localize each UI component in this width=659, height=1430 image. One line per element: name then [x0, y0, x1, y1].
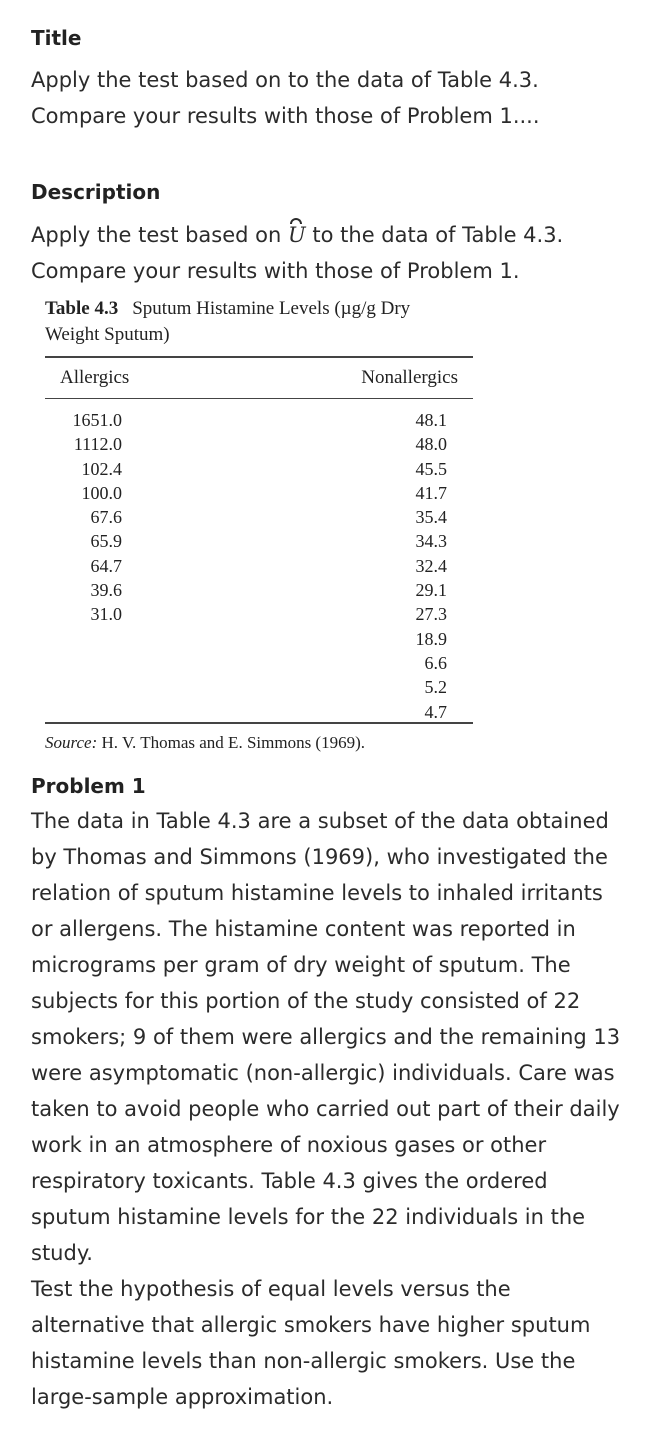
- problem-line: Test the hypothesis of equal levels versus the: [31, 1277, 511, 1301]
- description-line: [31, 217, 641, 253]
- table-cell: 18.9: [415, 628, 447, 649]
- table-top-rule: [45, 356, 473, 358]
- problem-line: smokers; 9 of them were allergics and the remaining 13: [31, 1025, 621, 1049]
- problem-line: large-sample approximation.: [31, 1385, 334, 1409]
- description-text-before: Apply the test based on: [31, 223, 289, 247]
- problem-line: The data in Table 4.3 are a subset of the data obtained: [31, 809, 609, 833]
- table-cell: 4.7: [424, 701, 447, 722]
- description-text: [31, 217, 641, 289]
- problem-text: [31, 803, 641, 1415]
- description-label: Description: [31, 180, 161, 204]
- problem-line: alternative that allergic smokers have higher sputum: [31, 1313, 591, 1337]
- problem-line: histamine levels than non-allergic smokers. Use the: [31, 1349, 576, 1373]
- table-cell: 31.0: [90, 604, 122, 625]
- problem-line: micrograms per gram of dry weight of sputum. The: [31, 953, 571, 977]
- problem-line: taken to avoid people who carried out part of their daily: [31, 1097, 620, 1121]
- source-text: H. V. Thomas and E. Simmons (1969).: [97, 733, 366, 752]
- description-line: Compare your results with those of Problem 1.: [31, 259, 520, 283]
- description-text-after: to the data of Table 4.3.: [305, 223, 564, 247]
- table-cell: 65.9: [90, 531, 122, 552]
- table-number: Table 4.3: [45, 298, 119, 319]
- problem-line: sputum histamine levels for the 22 individuals in the: [31, 1205, 586, 1229]
- table-cell: 32.4: [415, 555, 447, 576]
- table-4-3: [45, 296, 473, 752]
- table-cell: 39.6: [90, 580, 122, 601]
- problem-line: or allergens. The histamine content was reported in: [31, 917, 576, 941]
- table-cell: 102.4: [81, 458, 122, 479]
- title-line: Apply the test based on to the data of Table 4.3.: [31, 68, 539, 92]
- table-cell: 41.7: [415, 482, 447, 503]
- title-text: [31, 62, 641, 134]
- table-cell: 34.3: [415, 531, 447, 552]
- table-caption: [45, 296, 473, 348]
- problem-line: were asymptomatic (non-allergic) individuals. Care was: [31, 1061, 615, 1085]
- table-cell: 6.6: [424, 652, 447, 673]
- table-cell: 35.4: [415, 507, 447, 528]
- table-caption-line1: Sputum Histamine Levels (µg/g Dry: [132, 298, 411, 319]
- problem-line: respiratory toxicants. Table 4.3 gives the ordered: [31, 1169, 548, 1193]
- problem-line: relation of sputum histamine levels to inhaled irritants: [31, 881, 603, 905]
- table-cell: 67.6: [90, 507, 122, 528]
- allergics-column: [60, 408, 122, 627]
- table-cell: 100.0: [81, 482, 122, 503]
- table-cell: 45.5: [415, 458, 447, 479]
- table-cell: 1112.0: [73, 434, 122, 455]
- table-cell: 27.3: [415, 604, 447, 625]
- column-header-allergics: Allergics: [60, 367, 130, 388]
- table-cell: 29.1: [415, 580, 447, 601]
- table-cell: 64.7: [90, 555, 122, 576]
- table-header-rule: [45, 398, 473, 399]
- problem-line: subjects for this portion of the study consisted of 22: [31, 989, 581, 1013]
- source-label: Source:: [45, 733, 98, 752]
- problem-line: work in an atmosphere of noxious gases or other: [31, 1133, 547, 1157]
- column-header-nonallergics: Nonallergics: [361, 367, 458, 388]
- table-cell: 48.0: [415, 434, 447, 455]
- table-cell: 48.1: [415, 410, 447, 430]
- u-hat-symbol: U: [288, 217, 306, 253]
- table-source: [45, 732, 365, 754]
- title-line: Compare your results with those of Problem 1....: [31, 104, 540, 128]
- problem-line: study.: [31, 1241, 93, 1265]
- problem-label: Problem 1: [31, 774, 146, 798]
- problem-line: by Thomas and Simmons (1969), who investigated the: [31, 845, 608, 869]
- table-bottom-rule: [45, 722, 473, 724]
- table-caption-line2: Weight Sputum): [45, 324, 170, 345]
- nonallergics-column: [385, 408, 447, 724]
- table-cell: 1651.0: [72, 410, 122, 430]
- title-label: Title: [31, 26, 82, 50]
- table-cell: 5.2: [424, 677, 447, 698]
